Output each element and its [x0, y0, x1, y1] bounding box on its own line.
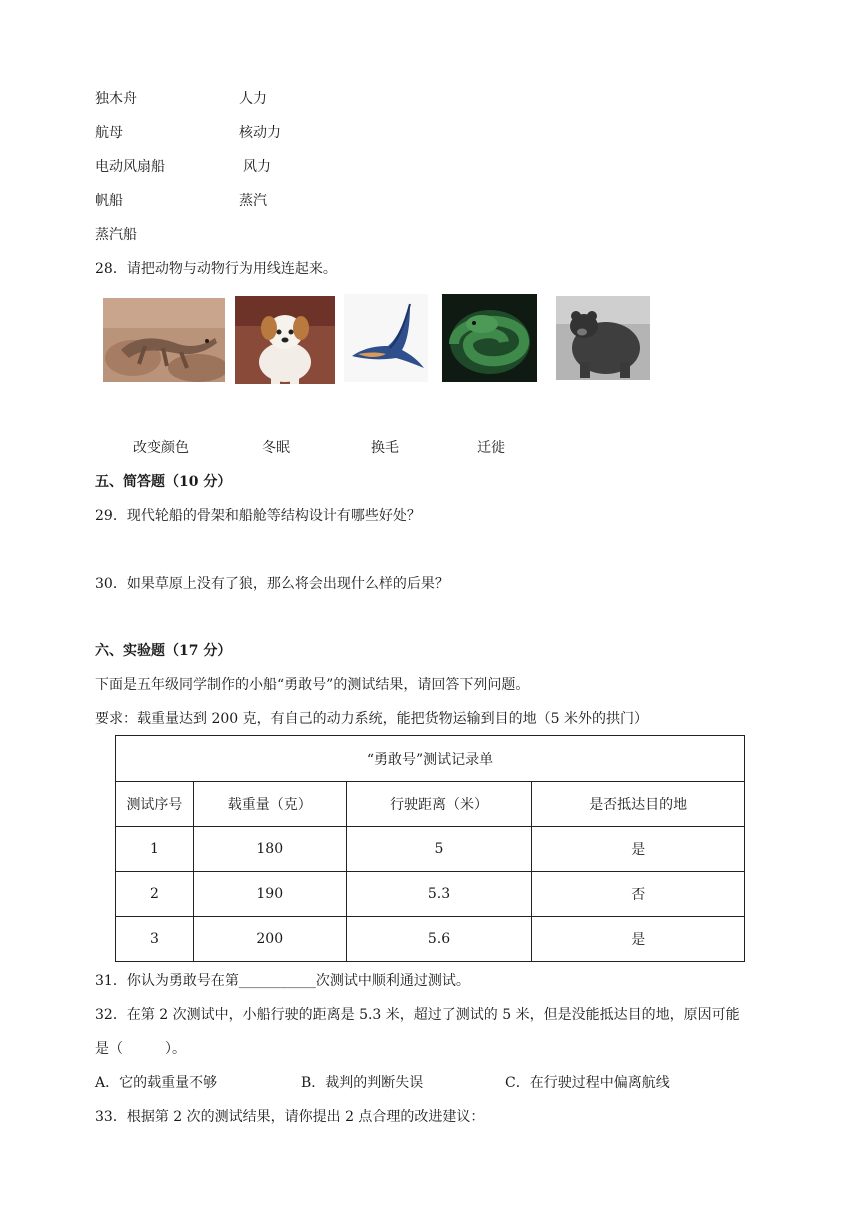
behavior-item: 改变颜色	[133, 440, 189, 456]
question-30: 30．如果草原上没有了狼，那么将会出现什么样的后果？	[95, 576, 449, 592]
behavior-item: 换毛	[371, 440, 399, 456]
table-header-row	[116, 782, 745, 827]
table-row	[116, 917, 745, 962]
option-c: C．在行驶过程中偏离航线	[505, 1075, 670, 1091]
question-28: 28．请把动物与动物行为用线连起来。	[95, 261, 337, 277]
power-item: 风力	[243, 159, 271, 175]
table-cell: 是	[532, 917, 745, 962]
table-title: “勇敢号”测试记录单	[116, 736, 745, 782]
table-row	[116, 872, 745, 917]
table-cell: 1	[116, 827, 194, 872]
section-intro: 下面是五年级同学制作的小船“勇敢号”的测试结果，请回答下列问题。	[95, 677, 530, 693]
power-item: 蒸汽	[239, 193, 267, 209]
section-heading: 六、实验题（17 分）	[95, 643, 232, 659]
snake-image	[442, 294, 537, 382]
column-header: 行驶距离（米）	[346, 782, 532, 827]
power-item: 人力	[239, 91, 267, 107]
bear-image	[556, 296, 650, 380]
table-cell: 190	[193, 872, 346, 917]
lizard-image	[103, 298, 225, 382]
table-cell: 是	[532, 827, 745, 872]
table-cell: 5.6	[346, 917, 532, 962]
table-cell: 2	[116, 872, 194, 917]
table-cell: 5.3	[346, 872, 532, 917]
requirement-text: 要求：载重量达到 200 克，有自己的动力系统，能把货物运输到目的地（5 米外的拱门）	[95, 711, 648, 727]
boat-item: 电动风扇船	[95, 159, 165, 175]
behavior-item: 冬眠	[262, 440, 290, 456]
table-cell: 200	[193, 917, 346, 962]
power-item: 核动力	[239, 125, 281, 141]
boat-item: 独木舟	[95, 91, 137, 107]
behavior-item: 迁徙	[477, 440, 505, 456]
question-33: 33．根据第 2 次的测试结果，请你提出 2 点合理的改进建议：	[95, 1109, 485, 1125]
question-31: 31．你认为勇敢号在第___________次测试中顺利通过测试。	[95, 973, 470, 989]
option-a: A．它的载重量不够	[95, 1075, 218, 1091]
column-header: 是否抵达目的地	[532, 782, 745, 827]
option-b: B．裁判的判断失误	[301, 1075, 424, 1091]
question-29: 29．现代轮船的骨架和船舱等结构设计有哪些好处？	[95, 508, 421, 524]
question-32-line2: 是（ ）。	[95, 1041, 186, 1057]
dog-image	[235, 296, 335, 384]
boat-item: 蒸汽船	[95, 227, 137, 243]
boat-item: 帆船	[95, 193, 123, 209]
swallow-image	[344, 294, 428, 382]
test-record-table	[115, 735, 745, 962]
table-cell: 180	[193, 827, 346, 872]
column-header: 载重量（克）	[193, 782, 346, 827]
table-row	[116, 827, 745, 872]
question-32-line1: 32．在第 2 次测试中，小船行驶的距离是 5.3 米，超过了测试的 5 米，但是没能抵达目的地，原因可能	[95, 1007, 740, 1023]
table-cell: 5	[346, 827, 532, 872]
boat-item: 航母	[95, 125, 123, 141]
column-header: 测试序号	[116, 782, 194, 827]
table-cell: 3	[116, 917, 194, 962]
table-cell: 否	[532, 872, 745, 917]
section-heading: 五、简答题（10 分）	[95, 474, 232, 490]
